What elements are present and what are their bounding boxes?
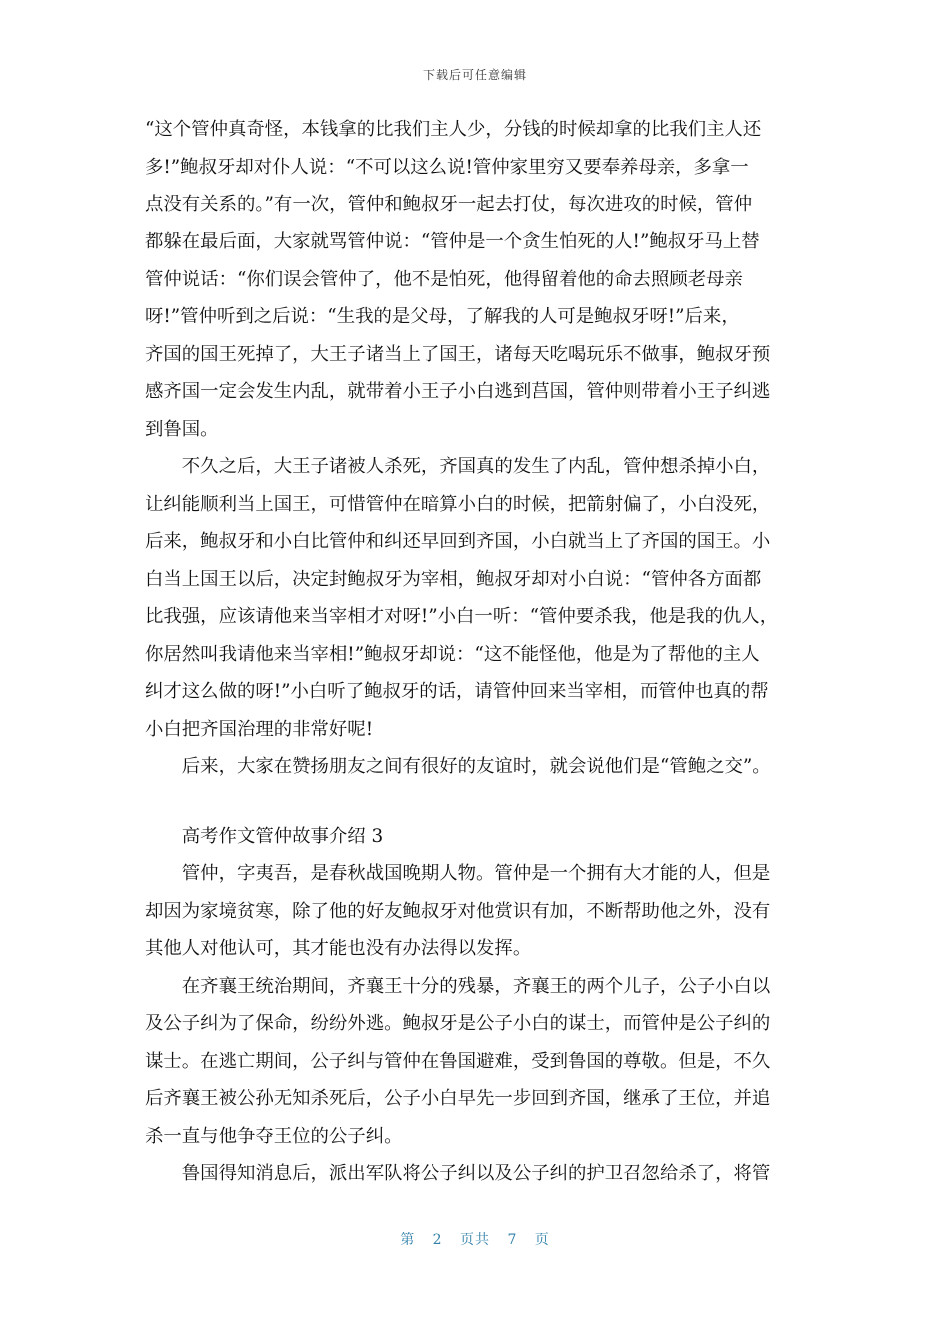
text-line: 到鲁国。 — [145, 419, 219, 440]
text-line: 感齐国一定会发生内乱，就带着小王子小白逃到莒国，管仲则带着小王子纠逃 — [145, 381, 771, 402]
text-line: 比我强，应该请他来当宰相才对呀!”小白一听：“管仲要杀我，他是我的仇人， — [145, 606, 779, 627]
text-line: 在齐襄王统治期间，齐襄王十分的残暴，齐襄王的两个儿子，公子小白以 — [145, 976, 771, 997]
text-line: 不久之后，大王子诸被人杀死，齐国真的发生了内乱，管仲想杀掉小白， — [145, 456, 771, 477]
text-line: 纠才这么做的呀!”小白听了鲍叔牙的话，请管仲回来当宰相，而管仲也真的帮 — [145, 681, 769, 702]
text-line: 及公子纠为了保命，纷纷外逃。鲍叔牙是公子小白的谋士，而管仲是公子纠的 — [145, 1013, 771, 1034]
text-line: 管仲说话：“你们误会管仲了，他不是怕死，他得留着他的命去照顾老母亲 — [145, 269, 743, 290]
text-line: 齐国的国王死掉了，大王子诸当上了国王，诸每天吃喝玩乐不做事，鲍叔牙预 — [145, 344, 771, 365]
page-header: 下载后可任意编辑 — [422, 68, 527, 82]
text-line: 你居然叫我请他来当宰相!”鲍叔牙却说：“这不能怪他，他是为了帮他的主人 — [145, 644, 760, 665]
text-line: 后来，大家在赞扬朋友之间有很好的友谊时，就会说他们是“管鲍之交”。 — [145, 756, 771, 777]
text-line: 都躲在最后面，大家就骂管仲说：“管仲是一个贪生怕死的人!”鲍叔牙马上替 — [145, 231, 760, 252]
text-line: 呀!”管仲听到之后说：“生我的是父母，了解我的人可是鲍叔牙呀!”后来， — [145, 306, 740, 327]
text-line: 管仲，字夷吾，是春秋战国晚期人物。管仲是一个拥有大才能的人，但是 — [145, 863, 771, 884]
text-line: 后齐襄王被公孙无知杀死后，公子小白早先一步回到齐国，继承了王位，并追 — [145, 1088, 771, 1109]
text-line: 鲁国得知消息后，派出军队将公子纠以及公子纠的护卫召忽给杀了，将管 — [145, 1163, 771, 1184]
text-line: 后来，鲍叔牙和小白比管仲和纠还早回到齐国，小白就当上了齐国的国王。小 — [145, 531, 771, 552]
text-line: 谋士。在逃亡期间，公子纠与管仲在鲁国避难，受到鲁国的尊敬。但是，不久 — [145, 1051, 771, 1072]
text-line: 杀一直与他争夺王位的公子纠。 — [145, 1126, 403, 1147]
text-line: 让纠能顺利当上国王，可惜管仲在暗算小白的时候，把箭射偏了，小白没死， — [145, 494, 771, 515]
text-line: 点没有关系的。”有一次，管仲和鲍叔牙一起去打仗，每次进攻的时候，管仲 — [145, 194, 753, 215]
page-footer: 第 2 页共 7 页 — [400, 1232, 550, 1248]
text-line: “这个管仲真奇怪，本钱拿的比我们主人少，分钱的时候却拿的比我们主人还 — [145, 119, 762, 140]
text-line: 其他人对他认可，其才能也没有办法得以发挥。 — [145, 938, 532, 959]
text-line: 高考作文管仲故事介绍 3 — [145, 826, 384, 847]
text-line: 多!”鲍叔牙却对仆人说：“不可以这么说!管仲家里穷又要奉养母亲，多拿一 — [145, 157, 749, 178]
text-line: 小白把齐国治理的非常好呢! — [145, 719, 374, 740]
text-line: 却因为家境贫寒，除了他的好友鲍叔牙对他赏识有加，不断帮助他之外，没有 — [145, 901, 771, 922]
text-line: 白当上国王以后，决定封鲍叔牙为宰相，鲍叔牙却对小白说：“管仲各方面都 — [145, 569, 762, 590]
